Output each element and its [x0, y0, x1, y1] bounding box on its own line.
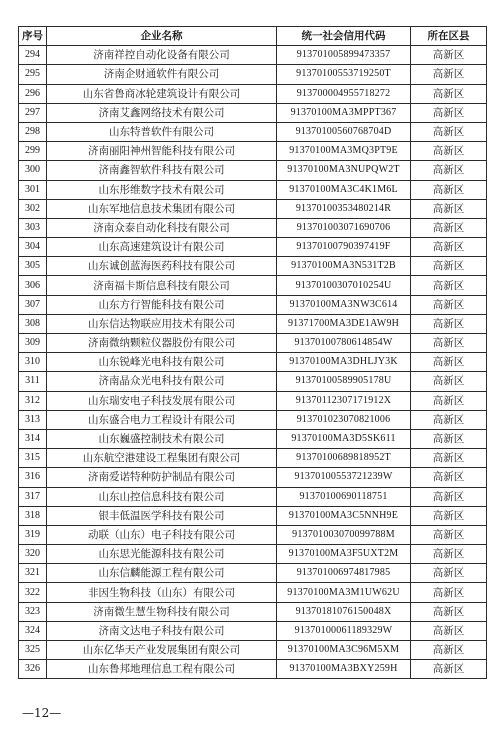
cell-district: 高新区: [411, 429, 487, 448]
header-district: 所在区县: [411, 27, 487, 46]
cell-serial: 324: [19, 621, 47, 640]
cell-serial: 300: [19, 161, 47, 180]
table-row: [19, 545, 487, 564]
cell-company-name: 济南爱诺特种防护制品有限公司: [47, 468, 277, 487]
cell-serial: 311: [19, 372, 47, 391]
cell-credit-code: 91370100MA3D5SK611: [277, 429, 411, 448]
table-row: [19, 621, 487, 640]
cell-serial: 314: [19, 429, 47, 448]
cell-company-name: 非因生物科技（山东）有限公司: [47, 583, 277, 602]
cell-company-name: 济南微纳颗粒仪器股份有限公司: [47, 334, 277, 353]
table-row: [19, 602, 487, 621]
cell-district: 高新区: [411, 583, 487, 602]
cell-company-name: 山东盛合电力工程设计有限公司: [47, 410, 277, 429]
cell-serial: 318: [19, 506, 47, 525]
cell-serial: 294: [19, 46, 47, 65]
cell-company-name: 山东省鲁商冰轮建筑设计有限公司: [47, 84, 277, 103]
table-row: [19, 449, 487, 468]
cell-company-name: 济南微生慧生物科技有限公司: [47, 602, 277, 621]
table-row: [19, 410, 487, 429]
cell-district: 高新区: [411, 122, 487, 141]
cell-credit-code: 91370100MA3DHLJY3K: [277, 353, 411, 372]
cell-company-name: 动联（山东）电子科技有限公司: [47, 525, 277, 544]
cell-credit-code: 913701810761500​48X: [277, 602, 411, 621]
table-row: [19, 103, 487, 122]
cell-company-name: 山东巍盛控制技术有限公司: [47, 429, 277, 448]
cell-serial: 307: [19, 295, 47, 314]
cell-district: 高新区: [411, 602, 487, 621]
cell-serial: 301: [19, 180, 47, 199]
cell-credit-code: 91370100MA3N531T2B: [277, 257, 411, 276]
table-row: [19, 487, 487, 506]
cell-credit-code: 91370100MA3F5UXT2M: [277, 545, 411, 564]
cell-district: 高新区: [411, 660, 487, 679]
table-row: [19, 218, 487, 237]
cell-serial: 302: [19, 199, 47, 218]
cell-company-name: 山东航空港建设工程集团有限公司: [47, 449, 277, 468]
cell-serial: 306: [19, 276, 47, 295]
cell-company-name: 济南晶众光电科技有限公司: [47, 372, 277, 391]
cell-company-name: 济南企财通软件有限公司: [47, 65, 277, 84]
cell-district: 高新区: [411, 506, 487, 525]
table-row: [19, 525, 487, 544]
cell-company-name: 山东瑞安电子科技发展有限公司: [47, 391, 277, 410]
cell-credit-code: 91370100553721239W: [277, 468, 411, 487]
cell-serial: 303: [19, 218, 47, 237]
cell-district: 高新区: [411, 353, 487, 372]
cell-company-name: 山东亿华天产业发展集团有限公司: [47, 641, 277, 660]
cell-serial: 310: [19, 353, 47, 372]
enterprise-table: [18, 26, 487, 679]
cell-company-name: 山东诚创蓝海医药科技有限公司: [47, 257, 277, 276]
cell-district: 高新区: [411, 218, 487, 237]
cell-district: 高新区: [411, 410, 487, 429]
cell-serial: 319: [19, 525, 47, 544]
cell-credit-code: 91370100589905178U: [277, 372, 411, 391]
cell-district: 高新区: [411, 46, 487, 65]
cell-serial: 315: [19, 449, 47, 468]
cell-credit-code: 913701003070099788M: [277, 525, 411, 544]
table-row: [19, 641, 487, 660]
cell-serial: 325: [19, 641, 47, 660]
cell-district: 高新区: [411, 199, 487, 218]
table-row: [19, 314, 487, 333]
cell-company-name: 济南丽阳神州智能科技有限公司: [47, 142, 277, 161]
table-row: [19, 142, 487, 161]
cell-credit-code: 91370100MA3NUPQW2T: [277, 161, 411, 180]
cell-serial: 320: [19, 545, 47, 564]
table-row: [19, 564, 487, 583]
cell-district: 高新区: [411, 487, 487, 506]
cell-serial: 295: [19, 65, 47, 84]
cell-district: 高新区: [411, 641, 487, 660]
cell-district: 高新区: [411, 621, 487, 640]
cell-credit-code: 91370100690118751: [277, 487, 411, 506]
cell-company-name: 山东特普软件有限公司: [47, 122, 277, 141]
cell-district: 高新区: [411, 372, 487, 391]
cell-credit-code: 913701000611893​29W: [277, 621, 411, 640]
cell-credit-code: 91370100353480214R: [277, 199, 411, 218]
cell-serial: 309: [19, 334, 47, 353]
table-row: [19, 391, 487, 410]
cell-company-name: 济南鑫智软件科技有限公司: [47, 161, 277, 180]
cell-credit-code: 91370100MA3C5NNH9E: [277, 506, 411, 525]
page-number: —12—: [22, 706, 62, 720]
cell-company-name: 山东方行智能科技有限公司: [47, 295, 277, 314]
cell-district: 高新区: [411, 257, 487, 276]
cell-serial: 308: [19, 314, 47, 333]
cell-credit-code: 91370100790397419F: [277, 238, 411, 257]
cell-company-name: 山东高速建筑设计有限公司: [47, 238, 277, 257]
cell-credit-code: 91370100697481798​5: [277, 564, 411, 583]
cell-company-name: 山东军地信息技术集团有限公司: [47, 199, 277, 218]
cell-serial: 317: [19, 487, 47, 506]
table-row: [19, 276, 487, 295]
table-row: [19, 372, 487, 391]
cell-district: 高新区: [411, 103, 487, 122]
cell-company-name: 山东鲁邦地理信息工程有限公司: [47, 660, 277, 679]
cell-serial: 323: [19, 602, 47, 621]
cell-district: 高新区: [411, 334, 487, 353]
cell-company-name: 山东彤维数字技术有限公司: [47, 180, 277, 199]
cell-credit-code: 91370100MA3M1UW62U: [277, 583, 411, 602]
cell-credit-code: 91370100307010254U: [277, 276, 411, 295]
cell-company-name: 济南众泰自动化科技有限公司: [47, 218, 277, 237]
table-row: [19, 468, 487, 487]
cell-district: 高新区: [411, 161, 487, 180]
cell-district: 高新区: [411, 238, 487, 257]
table-row: [19, 238, 487, 257]
cell-credit-code: 913701005899473357: [277, 46, 411, 65]
table-row: [19, 180, 487, 199]
cell-company-name: 济南文达电子科技有限公司: [47, 621, 277, 640]
table-row: [19, 353, 487, 372]
cell-district: 高新区: [411, 449, 487, 468]
cell-credit-code: 913700004955718272: [277, 84, 411, 103]
cell-serial: 316: [19, 468, 47, 487]
cell-district: 高新区: [411, 65, 487, 84]
cell-district: 高新区: [411, 142, 487, 161]
table-row: [19, 199, 487, 218]
cell-district: 高新区: [411, 295, 487, 314]
cell-district: 高新区: [411, 564, 487, 583]
enterprise-list-sheet: [18, 26, 486, 679]
cell-serial: 322: [19, 583, 47, 602]
cell-credit-code: 91370112307171912X: [277, 391, 411, 410]
cell-district: 高新区: [411, 525, 487, 544]
cell-credit-code: 91370100689818952T: [277, 449, 411, 468]
header-company-name: 企业名称: [47, 27, 277, 46]
header-credit-code: 统一社会信用代码: [277, 27, 411, 46]
cell-company-name: 山东信达物联应用技术有限公司: [47, 314, 277, 333]
cell-serial: 299: [19, 142, 47, 161]
cell-district: 高新区: [411, 391, 487, 410]
table-header-row: [19, 27, 487, 46]
cell-credit-code: 91371700MA3DE1AW9H: [277, 314, 411, 333]
table-row: [19, 84, 487, 103]
cell-company-name: 山东思光能源科技有限公司: [47, 545, 277, 564]
cell-credit-code: 91370100MA3NW3C614: [277, 295, 411, 314]
cell-credit-code: 91370100MA3MPPT367: [277, 103, 411, 122]
cell-credit-code: 91370100MA3C96M5XM: [277, 641, 411, 660]
cell-serial: 312: [19, 391, 47, 410]
table-row: [19, 161, 487, 180]
cell-company-name: 山东锐峰光电科技有限公司: [47, 353, 277, 372]
cell-district: 高新区: [411, 180, 487, 199]
table-row: [19, 506, 487, 525]
cell-credit-code: 91370100560768704D: [277, 122, 411, 141]
cell-serial: 296: [19, 84, 47, 103]
cell-company-name: 济南祥控自动化设备有限公司: [47, 46, 277, 65]
cell-credit-code: 913701023070821006: [277, 410, 411, 429]
cell-serial: 298: [19, 122, 47, 141]
cell-company-name: 银丰低温医学科技有限公司: [47, 506, 277, 525]
cell-serial: 321: [19, 564, 47, 583]
table-row: [19, 660, 487, 679]
cell-serial: 297: [19, 103, 47, 122]
header-serial: 序号: [19, 27, 47, 46]
cell-district: 高新区: [411, 468, 487, 487]
cell-credit-code: 91370100MA3C4K1M6L: [277, 180, 411, 199]
table-body: [19, 46, 487, 679]
cell-district: 高新区: [411, 314, 487, 333]
cell-credit-code: 91370100MA3MQ3PT9E: [277, 142, 411, 161]
cell-serial: 305: [19, 257, 47, 276]
cell-company-name: 济南艾鑫网络技术有限公司: [47, 103, 277, 122]
cell-company-name: 山东信麟能源工程有限公司: [47, 564, 277, 583]
cell-credit-code: 913701003071690706: [277, 218, 411, 237]
cell-district: 高新区: [411, 84, 487, 103]
cell-credit-code: 91370100MA3BXY259H: [277, 660, 411, 679]
table-row: [19, 334, 487, 353]
table-row: [19, 46, 487, 65]
cell-serial: 313: [19, 410, 47, 429]
cell-district: 高新区: [411, 276, 487, 295]
table-row: [19, 583, 487, 602]
table-row: [19, 122, 487, 141]
cell-serial: 326: [19, 660, 47, 679]
cell-company-name: 济南福卡斯信息科技有限公司: [47, 276, 277, 295]
cell-company-name: 山东山控信息科技有限公司: [47, 487, 277, 506]
table-row: [19, 429, 487, 448]
cell-district: 高新区: [411, 545, 487, 564]
cell-credit-code: 91370100780614854W: [277, 334, 411, 353]
cell-credit-code: 91370100553719250T: [277, 65, 411, 84]
table-row: [19, 257, 487, 276]
table-row: [19, 295, 487, 314]
cell-serial: 304: [19, 238, 47, 257]
table-row: [19, 65, 487, 84]
